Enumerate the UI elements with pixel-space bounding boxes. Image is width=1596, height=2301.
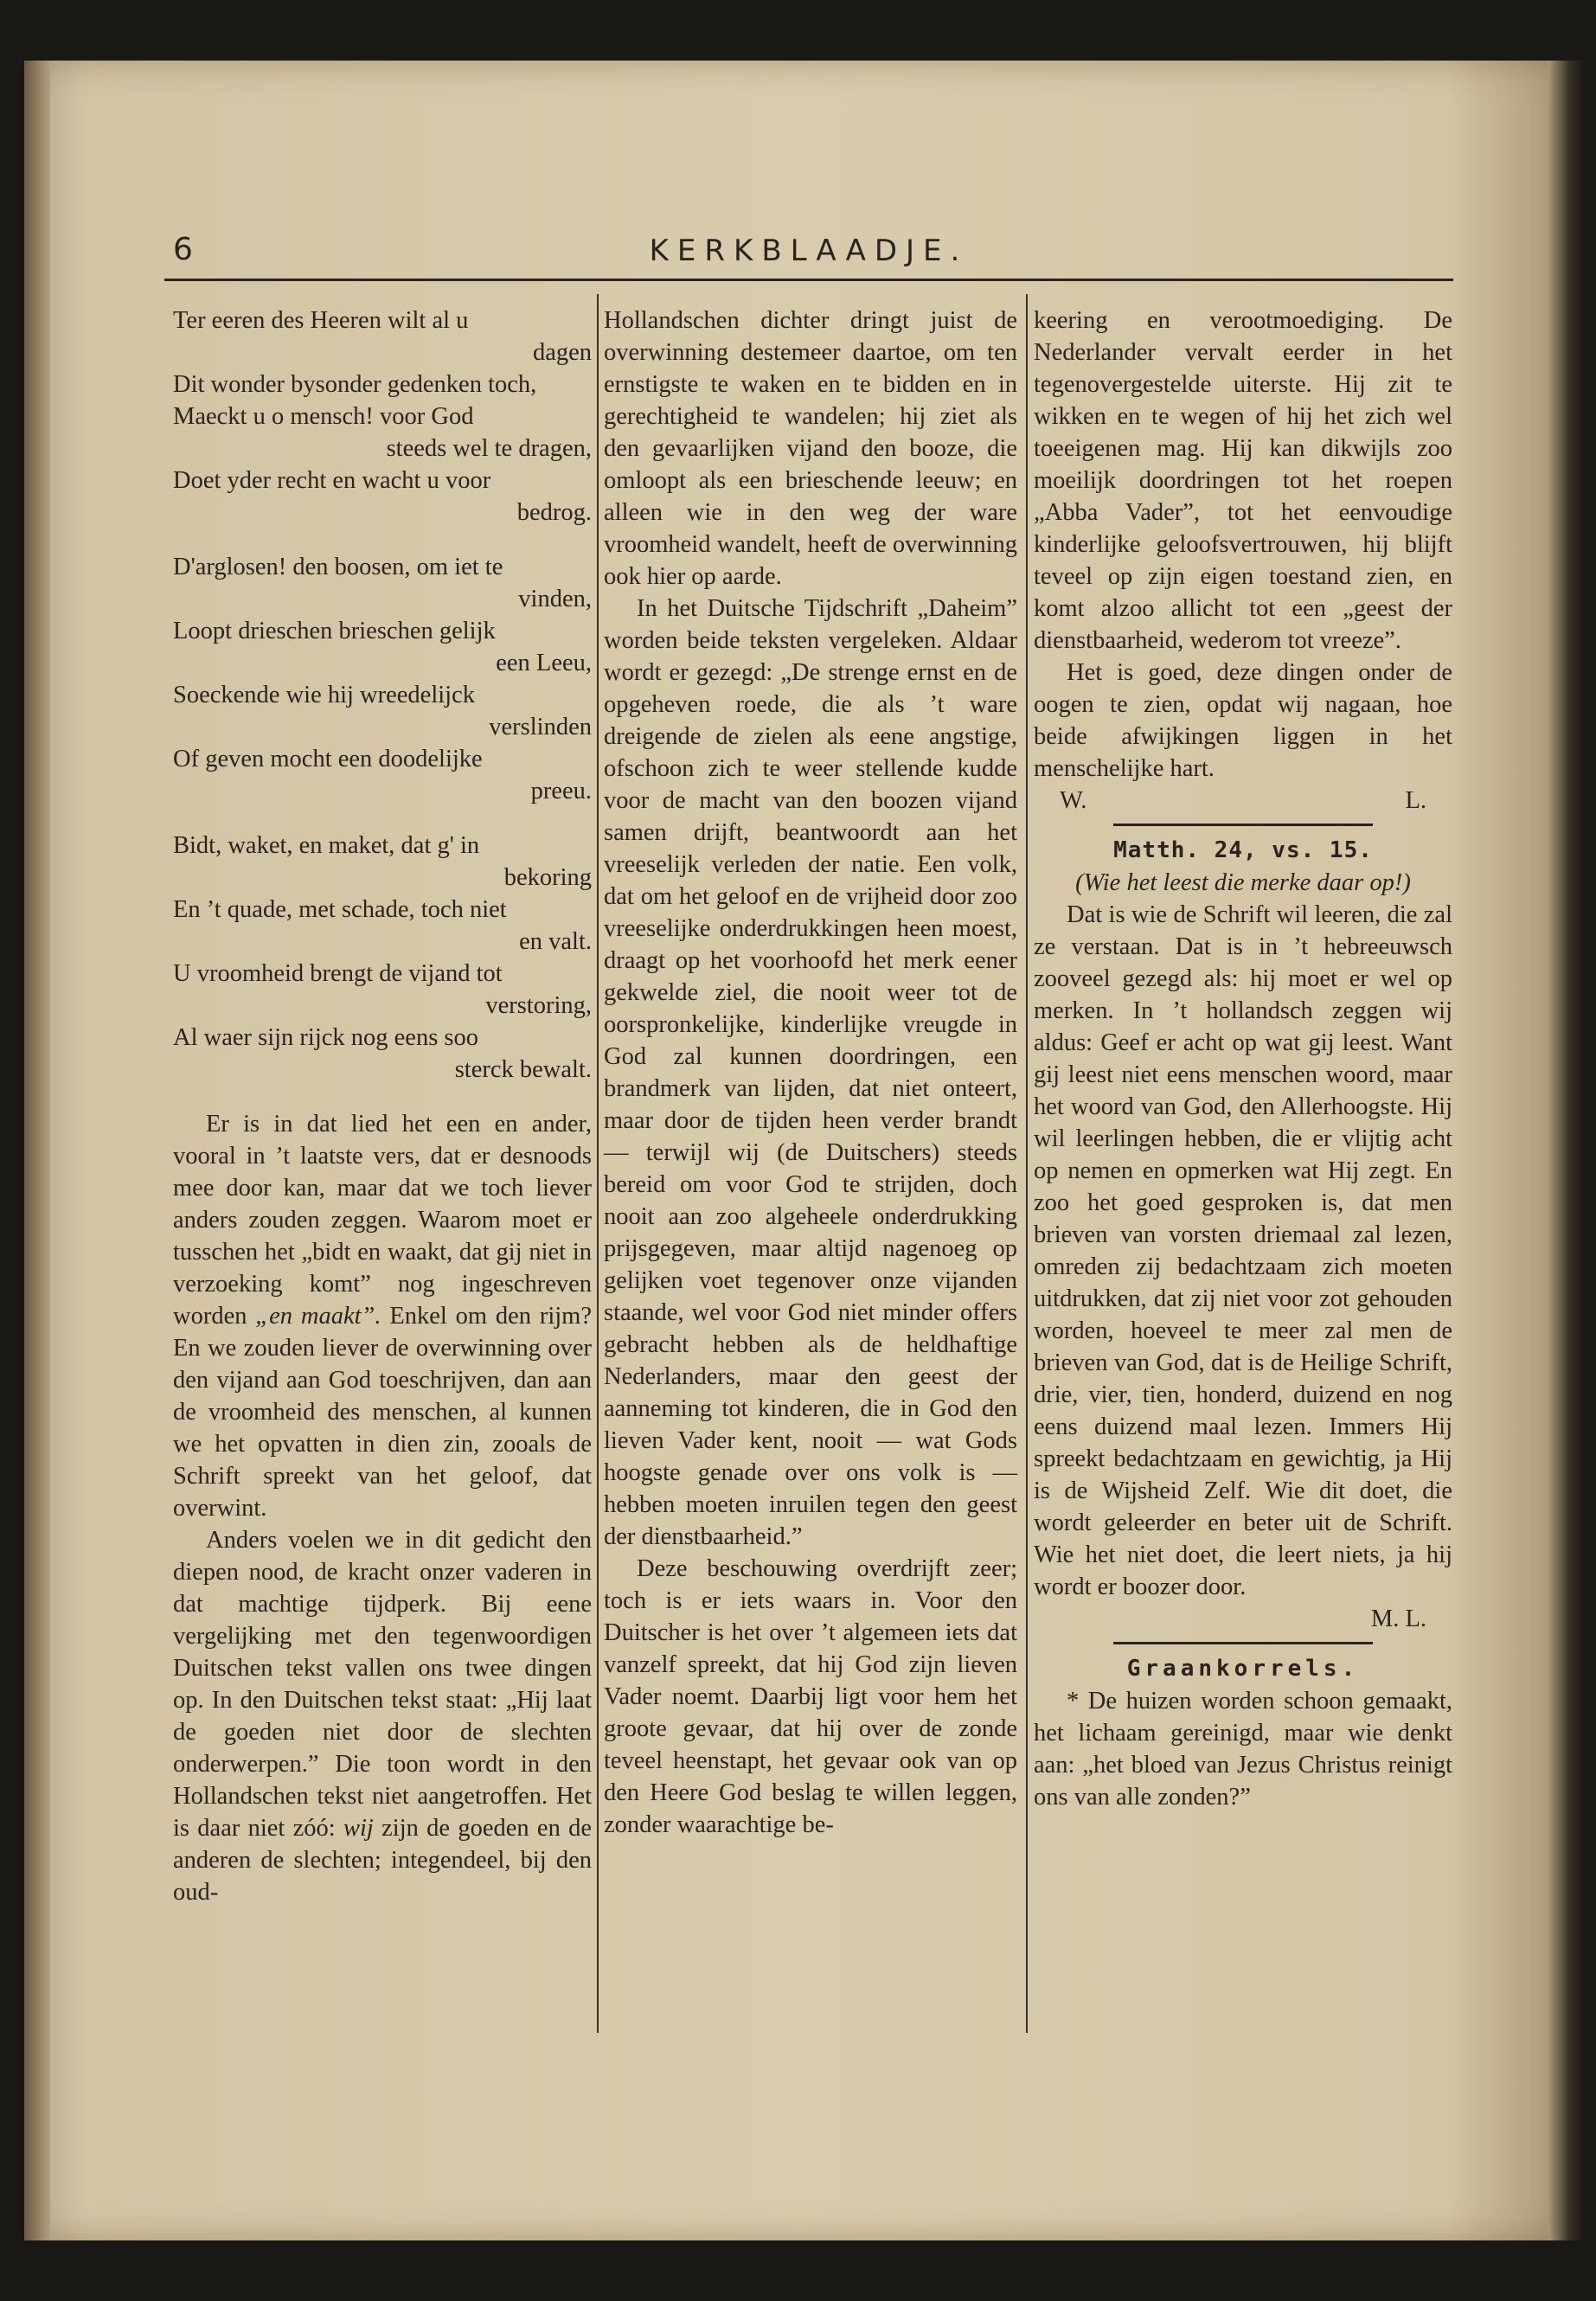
poem-line: Dit wonder bysonder gedenken toch,: [173, 371, 537, 398]
poem-line: en valt.: [519, 928, 592, 955]
paragraph: * De huizen worden schoon gemaakt, het lichaam gereinigd, maar wie denkt aan: „het bloed van Jezus Christus reinigt ons van alle zonden?”: [1034, 1688, 1453, 1811]
column-divider-1: [597, 294, 599, 2033]
binding-spine: [24, 61, 50, 2240]
poem-line: verslinden: [489, 714, 592, 740]
poem-verse: [173, 551, 592, 807]
poem-line: Doet yder recht en wacht u voor: [173, 467, 491, 494]
poem-line: Bidt, waket, en maket, dat g' in: [173, 832, 480, 859]
poem-line: D'arglosen! den boosen, om iet te: [173, 554, 503, 580]
signature: W. L.: [1060, 787, 1426, 814]
column-divider-2: [1026, 294, 1028, 2033]
column-2: [604, 304, 1017, 1841]
poem-line: een Leeu,: [496, 650, 592, 676]
paragraph: Er is in dat lied het een en ander, vooral in ’t laatste vers, dat er desnoods mee door kan, maar dat we toch liever anders zouden zeggen. Waarom moet er tusschen het „bidt en waakt, dat gij niet in verzoeking komt” nog ingeschreven worden „en maakt”. Enkel om den rijm? En we zouden liever de overwinning over den vijand aan God toeschrijven, dan aan de vroomheid des menschen, al kunnen we het opvatten in dien zin, zooals de Schrift spreekt van het geloof, dat overwint.: [173, 1111, 592, 1522]
poem-line: Of geven mocht een doodelijke: [173, 746, 483, 772]
poem-line: steeds wel te dragen,: [386, 435, 592, 462]
poem-line: dagen: [532, 339, 592, 366]
section-title: Matth. 24, vs. 15.: [1113, 837, 1373, 863]
paragraph: Het is goed, deze dingen onder de oogen te zien, opdat wij nagaan, hoe beide afwijkingen liggen in het menschelijke hart.: [1034, 659, 1452, 782]
poem-line: Soeckende wie hij wreedelijck: [173, 682, 475, 708]
poem-line: sterck bewalt.: [454, 1056, 592, 1083]
poem-line: preeu.: [530, 778, 592, 804]
column-1: [173, 304, 592, 1908]
paragraph: Deze beschouwing overdrijft zeer; toch is er iets waars in. Voor den Duitscher is het over ’t algemeen iets dat vanzelf spreekt, dat hij God zijn lieven Vader noemt. Daarbij ligt voor hem het groote gevaar, dat hij over de zonde teveel heenstapt, het gevaar ook van op den Heere God beslag te willen leggen, zonder waarachtige be-: [604, 1555, 1017, 1838]
page-header: [164, 227, 1453, 281]
poem-line: vinden,: [518, 586, 592, 612]
section-divider: [1113, 1642, 1373, 1644]
paragraph: Anders voelen we in dit gedicht den diepen nood, de kracht onzer vaderen in dat machtige tijdperk. Bij eene vergelijking met den tegenwoordigen Duitschen tekst vallen ons twee dingen op. In den Duitschen tekst staat: „Hij laat de goeden niet door de slechten onderwerpen.” Die toon wordt in den Hollandschen tekst niet aangetroffen. Het is daar niet zóó: wij zijn de goeden en de anderen de slechten; integendeel, bij den oud-: [173, 1527, 593, 1906]
poem-line: bekoring: [503, 864, 592, 891]
page-edge-shadow: [1548, 61, 1583, 2240]
poem-line: En ’t quade, met schade, toch niet: [173, 896, 507, 923]
poem-verse: [173, 830, 592, 1086]
poem-line: U vroomheid brengt de vijand tot: [173, 960, 503, 987]
signature: M. L.: [1370, 1606, 1426, 1632]
poem-verse: [173, 304, 592, 529]
poem-line: bedrog.: [516, 499, 592, 526]
section-title: Graankorrels.: [1126, 1656, 1360, 1682]
paragraph: keering en verootmoediging. De Nederlander vervalt eerder in het tegenovergestelde uiterste. Hij zit te wikken en te wegen of hij het zich wel toeeigenen mag. Hij kan dikwijls zoo moeilijk doordringen tot het roepen „Abba Vader”, tot het eenvoudige kinderlijke geloofsvertrouwen, hij blijft teveel op zijn eigen toestand zien, en komt alzoo allicht tot een „geest der dienstbaarheid, wederom tot vreeze”.: [1034, 307, 1452, 654]
section-subtitle: (Wie het leest die merke daar op!): [1075, 869, 1411, 896]
page-number: 6: [173, 232, 193, 267]
paragraph: In het Duitsche Tijdschrift „Daheim” worden beide teksten vergeleken. Aldaar wordt er gezegd: „De strenge ernst en de opgeheven roede, die als ’t ware dreigende de zielen als eene angstige, ofschoon zich te weer stellende kudde voor de macht van den boozen vijand samen drijft, beantwoordt aan het vreeselijk verleden der natie. Een volk, dat om het geloof en de vrijheid door zoo vreeselijke onderdrukkingen heen moest, draagt op het voorhoofd het merk eener gekwelde ziel, die nooit weer tot de oorspronkelijke, kinderlijke vreugde in God zal kunnen doordringen, een brandmerk van lijden, dat niet onteert, maar door de tijden heen verder brandt — terwijl wij (de Duitschers) steeds bereid om voor God te strijden, doch nooit aan zoo algeheele onderdrukking prijsgegeven, maar altijd nagenoeg op gelijken voet tegenover onze vijanden staande, wel voor God niet minder offers gebracht hebben als de heldhaftige Nederlanders, maar den geest der aanneming tot kinderen, die in God den lieven Vader kent, nooit — wat Gods hoogste genade over ons volk is — hebben moeten inruilen tegen den geest der dienstbaarheid.”: [604, 595, 1017, 1550]
column-3: [1034, 304, 1452, 1813]
poem-line: Al waer sijn rijck nog eens soo: [173, 1024, 479, 1051]
paragraph: Dat is wie de Schrift wil leeren, die zal ze verstaan. Dat is in ’t hebreeuwsch zooveel gezegd als: hij moet er wel op merken. In ’t hollandsch zeggen wij aldus: Geef er acht op wat gij leest. Want gij leest niet eens menschen woord, maar het woord van God, den Allerhoogste. Hij wil leerlingen hebben, die er vlijtig acht op nemen en opmerken wat Hij zegt. En zoo het goed gesproken is, dat men brieven van vorsten driemaal zal lezen, omreden zij bedachtzaam zich moeten uitdrukken, dat zij niet voor zot gehouden worden, hoeveel te meer zal men de brieven van God, dat is de Heilige Schrift, drie, vier, tien, honderd, duizend en nog eens duizend maal lezen. Immers Hij spreekt bedachtzaam en gewichtig, ja Hij is de Wijsheid Zelf. Wie dit doet, die wordt geleerder en beter uit de Schrift. Wie het niet doet, die leert niets, ja hij wordt er boozer door.: [1034, 901, 1452, 1600]
poem-line: Ter eeren des Heeren wilt al u: [173, 307, 469, 334]
poem-line: verstoring,: [485, 992, 592, 1019]
publication-title: KERKBLAADJE.: [649, 234, 969, 268]
poem-line: Loopt drieschen brieschen gelijk: [173, 618, 496, 644]
section-divider: [1113, 824, 1373, 826]
paragraph: Hollandschen dichter dringt juist de overwinning destemeer daartoe, om ten ernstigste te waken en te bidden en in gerechtigheid te wandelen; hij ziet als den gevaarlijken vijand den booze, die omloopt als een brieschende leeuw; en alleen wie in den weg der ware vroomheid wandelt, heeft de overwinning ook hier op aarde.: [604, 307, 1017, 590]
poem: [173, 304, 592, 1086]
poem-line: Maeckt u o mensch! voor God: [173, 403, 474, 430]
